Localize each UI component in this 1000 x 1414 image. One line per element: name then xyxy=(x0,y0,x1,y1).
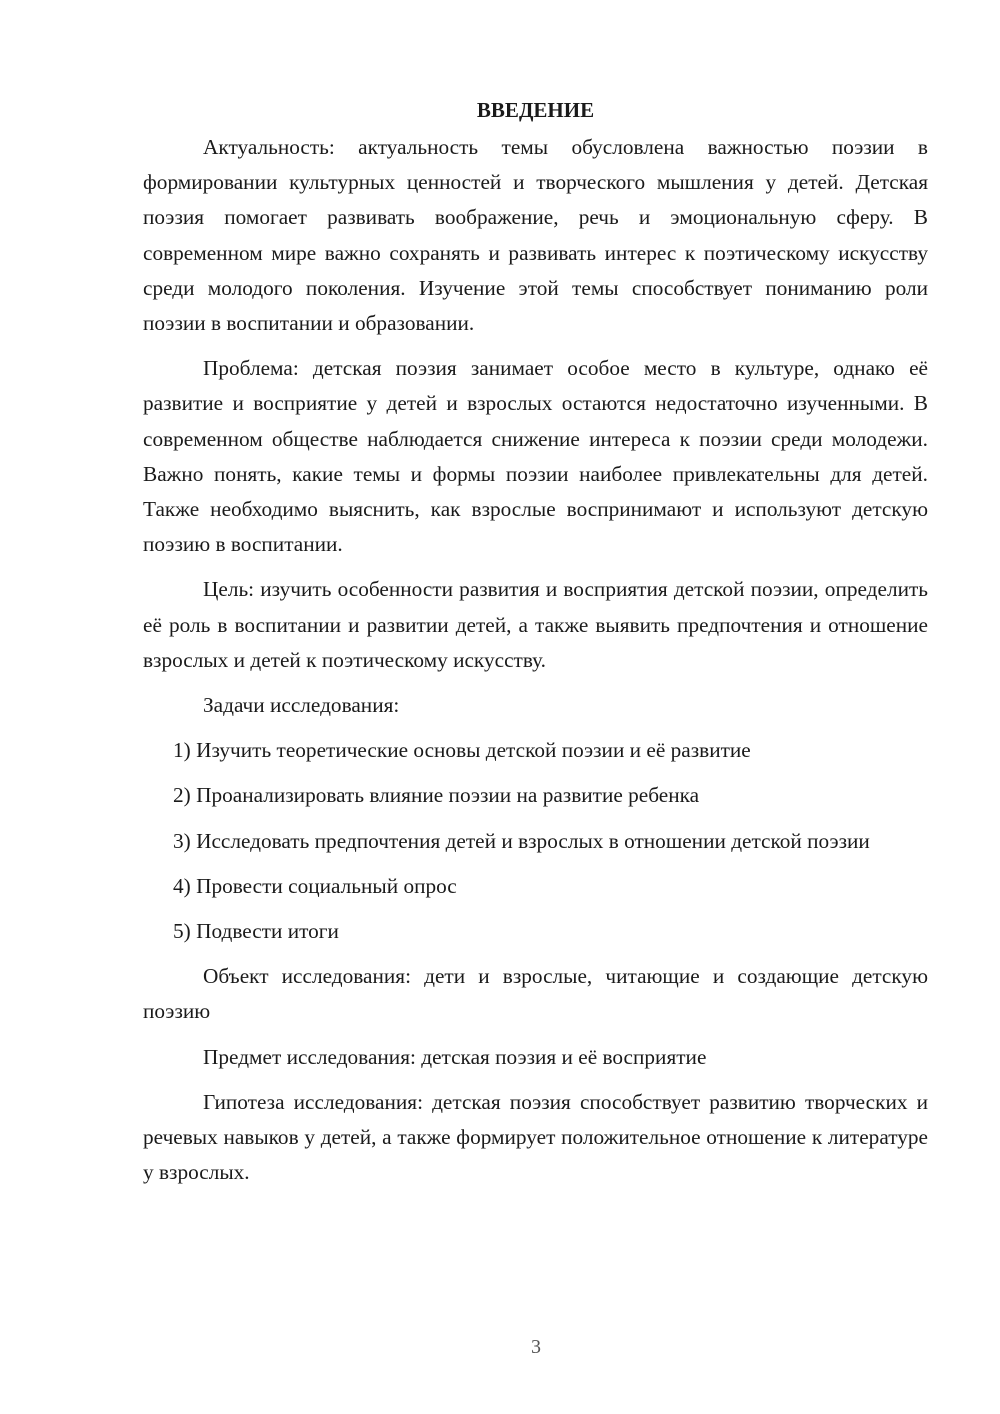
tasks-heading: Задачи исследования: xyxy=(203,693,400,718)
page-number: 3 xyxy=(531,1336,541,1358)
paragraph-hypothesis: Гипотеза исследования: детская поэзия способствует развитию творческих и речевых навыков у детей, а также формирует положительное отношение к литературе у взрослых. xyxy=(143,1089,928,1185)
task-item-3: 3) Исследовать предпочтения детей и взрослых в отношении детской поэзии xyxy=(173,828,870,853)
paragraph-object: Объект исследования: дети и взрослые, читающие и создающие детскую поэзию xyxy=(143,964,928,1024)
paragraph-gap xyxy=(143,562,928,572)
paragraph-problem: Проблема: детская поэзия занимает особое место в культуре, однако её развитие и восприятие у детей и взрослых остаются недостаточно изученными. В современном обществе наблюдается снижение интереса к поэзии среди молодежи. Важно понять, какие темы и формы поэзии наиболее привлекательны для детей. Также необходимо выяснить, как взрослые воспринимают и используют детскую поэзию в воспитании. xyxy=(143,356,928,557)
document-page xyxy=(143,92,928,1190)
paragraph-gap xyxy=(143,678,928,688)
paragraph-gap xyxy=(143,723,928,733)
paragraph-gap xyxy=(143,1075,928,1085)
paragraph-subject: Предмет исследования: детская поэзия и её восприятие xyxy=(203,1044,707,1069)
task-item-2: 2) Проанализировать влияние поэзии на развитие ребенка xyxy=(173,783,700,808)
task-item-4: 4) Провести социальный опрос xyxy=(173,873,457,898)
paragraph-gap xyxy=(143,949,928,959)
paragraph-relevance: Актуальность: актуальность темы обусловлена важностью поэзии в формировании культурных ценностей и творческого мышления у детей. Детская поэзия помогает развивать воображение, речь и эмоциональную сферу. В современном мире важно сохранять и развивать интерес к поэтическому искусству среди молодого поколения. Изучение этой темы способствует пониманию роли поэзии в воспитании и образовании. xyxy=(143,135,928,336)
task-item-5: 5) Подвести итоги xyxy=(173,919,339,944)
paragraph-gap xyxy=(143,341,928,351)
paragraph-gap xyxy=(143,904,928,914)
task-item-1: 1) Изучить теоретические основы детской поэзии и её развитие xyxy=(173,738,751,763)
paragraph-goal: Цель: изучить особенности развития и восприятия детской поэзии, определить её роль в воспитании и развитии детей, а также выявить предпочтения и отношение взрослых и детей к поэтическому искусству. xyxy=(143,577,928,672)
paragraph-gap xyxy=(143,859,928,869)
paragraph-gap xyxy=(143,814,928,824)
section-title: ВВЕДЕНИЕ xyxy=(476,98,595,122)
paragraph-gap xyxy=(143,1030,928,1040)
paragraph-gap xyxy=(143,768,928,778)
